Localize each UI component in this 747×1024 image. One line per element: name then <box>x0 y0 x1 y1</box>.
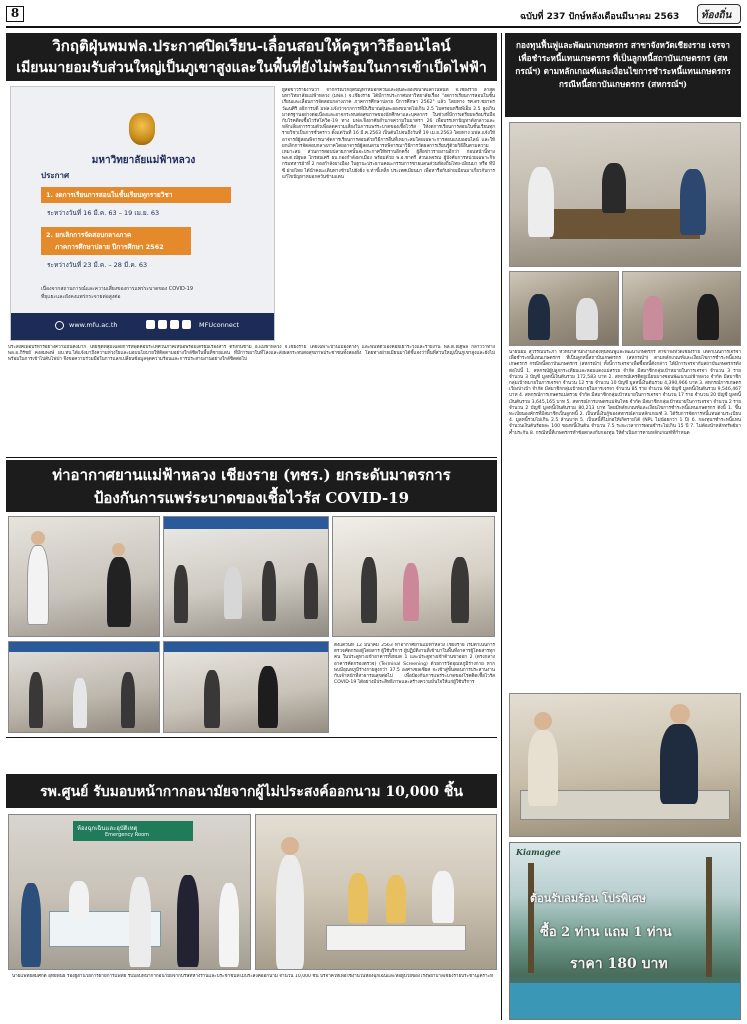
page-number-box <box>6 6 24 22</box>
fund-photo-4 <box>509 693 741 837</box>
mfu-poster <box>10 86 275 341</box>
poster-website: www.mfu.ac.th <box>69 321 118 329</box>
divider-2 <box>6 737 497 738</box>
airport-photo-4 <box>8 641 160 733</box>
article1-column-text: ผู้สื่อข่าวรายงานว่า จากกรณีวิกฤติปัญหาหมอกควันและฝุ่นละอองขนาดเล็กในพื้นที่ จ.เชียงราย ล่าสุดมหาวิทยาลัยแม่ฟ้าหลวง (มฟล.) จ.เชียงราย ได้มีการประกาศมหาวิทยาลัยเรื่อง "งดการเรียนการสอนในชั้นเรียนและเลื่อนการจัดสอบกลางภาค ภาคการศึกษาปลาย ปีการศึกษา 2562" แล้ว โดยทาง รศ.ดร.ชยาพร วัฒนศิริ อธิการบดี มฟล.แจ้งว่าจากการที่มีปริมาณฝุ่นละอองขนาดไม่เกิน 2.5 ไมครอนหรือพีเอ็ม 2.5 สูงเกินมาตรฐานอย่างต่อเนื่องและอาจกระทบต่อสุขภาพของนักศึกษาและบุคลากร ในช่วงที่มีการเตรียมพร้อมรับมือกับโรคติดเชื้อไวรัสโควิด-19 ทาง มฟล.จึงอาศัยอำนาจความในมาตรา 26 เพื่อบรรเทาปัญหาดังกล่าวและหลีกเลี่ยงการรวมตัวเพื่อลดความเสี่ยงในการแพร่ระบาดของเชื้อไวรัส ให้งดการเรียนการสอนในชั้นเรียนทุกรายวิชาเป็นการชั่วคราว ตั้งแต่วันที่ 16 มี.ค.2563 เป็นต้นไปจนถึงวันที่ 19 เม.ย.2563 โดยทาง มฟล.แจ้งให้อาจารย์ผู้สอนพิจารณาจัดการเรียนการสอนด้วยวิธีการอื่นที่เหมาะสมโดยเฉพาะการสอนแบบออนไลน์ และให้ยกเลิกการจัดสอบกลางภาคโดยอาจารย์ผู้สอนสามารถพิจารณาวิธีการวัดผลการเรียนรู้ด้วยวิธีอื่นตามความเหมาะสม ส่วนการสอบปลายภาคนั้นจะประกาศให้ทราบอีกครั้ง ผู้สื่อข่าวรายงานอีกว่า ก่อนหน้านี้ทาง พล.ต.ณัฐพล ไกรสมเศร้ ผบ.กองกำลังผาเมือง พร้อมด้วย พ.อ.ชาตรี ส่วนเพจรณ ผู้บังคับการหน่วยเฉพาะกิจกรมทหารม้าที่ 2 กองกำลังผาเมือง ในฐานะประธานคณะกรรมการชายแดนส่วนท้องถิ่นไทย-เมียนมา หรือ ทีบีซี ฝ่ายไทย ได้นำคณะเดินทางข้ามไปยังฝั่ง จ.ท่าขี้เหล็ก ประเทศเมียนมา เพื่อหารือกับฝ่ายเมียนมาเกี่ยวกับการแก้ไขปัญหาหมอกควันข้ามแดน <box>282 88 495 180</box>
poster-university: มหาวิทยาลัยแม่ฟ้าหลวง <box>91 155 196 166</box>
article3-headline: รพ.ศูนย์ รับมอบหน้ากากอนามัยจากผู้ไม่ประสงค์ออกนาม 10,000 ชิ้น <box>40 784 463 800</box>
issue-label: ฉบับที่ 237 ปักษ์หลังเดือนมีนาคม 2563 <box>520 12 680 22</box>
masthead-rule <box>6 26 741 28</box>
poster-footnote-a: เนื่องจากสถานการณ์และความเสี่ยงของการแพร่ระบาดของ COVID-19 <box>41 286 194 292</box>
page-number: 8 <box>10 6 20 20</box>
youtube-icon <box>158 320 167 329</box>
advert-line1: ต้อนรับลมร้อน โปรพิเศษ <box>530 892 647 905</box>
fund-photo-1 <box>509 122 741 267</box>
article2-headline-line1: ท่าอากาศยานแม่ฟ้าหลวง เชียงราย (ทชร.) ยกระดับมาตรการ <box>52 466 451 484</box>
poster-social: MFUconnect <box>199 321 240 329</box>
article1-headline-line2: เมียนมายอมรับส่วนใหญ่เป็นภูเขาสูงและในพื้นที่ยังไม่พร้อมในการเข้าเป็ดไฟฟ้า <box>16 60 487 76</box>
airport-photo-2 <box>163 516 329 637</box>
advert-line3: ราคา 180 บาท <box>570 956 668 972</box>
social-icons <box>146 320 194 330</box>
poster-item2-title-b: ภาคการศึกษาปลาย ปีการศึกษา 2562 <box>55 243 164 251</box>
mask-donation-photo-1 <box>8 814 251 970</box>
poster-item2-title-a: 2. ยกเลิกการจัดสอบกลางภาค <box>46 231 132 239</box>
masthead-logo <box>697 4 741 24</box>
poster-item1-date: ระหว่างวันที่ 16 มี.ค. 63 – 19 เม.ย. 63 <box>47 209 160 217</box>
palm-tree-right <box>706 857 712 977</box>
er-sign-text: ห้องฉุกเฉินและอุบัติเหตุ <box>77 825 138 832</box>
poster-footnote-b: ที่ยุแยะและยังคงแพร่กระจายต่อสูงต่อ <box>41 294 121 300</box>
fund-photo-3 <box>622 271 741 346</box>
article1-headline-line1: วิกฤติฝุ่นพมฟล.ประกาศปิดเรียน-เลื่อนสอบให้ครูหาวิธีออนไลน์ <box>52 37 451 55</box>
article2-headline-line2: ป้องกันการแพร่ระบาดของเชื้อไวรัส COVID-19 <box>93 489 410 507</box>
masthead <box>0 0 747 28</box>
airport-photo-3 <box>332 516 495 637</box>
poster-item1-title: 1. งดการเรียนการสอนในชั้นเรียนทุกรายวิชา <box>46 191 173 199</box>
article1-headline-bar <box>6 33 497 81</box>
palm-tree-left <box>528 863 534 973</box>
article4-text: นายนิยม สุวรรณประภา หัวหน้าสำนักงานกองทุนฟื้นฟูและพัฒนาเกษตรกร สาขาจังหวัดเชียงราย ได้ดำเนินการเจรจาเพื่อชำระหนี้แทนเกษตรกร ที่เป็นลูกหนี้สถาบันเกษตรกร (สหกรณ์ฯ) ตามหลักเกณฑ์และเงื่อนไขการชำระหนี้แทนเกษตรกร กรณีหนี้สถาบันเกษตรกร (สหกรณ์ฯ) ทั้งนี้การเจรจาเพื่อซื้อหนี้ดังกล่าว ได้มีการเจรจากับสถาบันเกษตรกรดังต่อไปนี้ 1. สหกรณ์ผู้ปลูกกระเทียมและหอมแดงแม่สรวย จำกัด มีสมาชิกกลุ่มเป้าหมายในการเจรจา จำนวน 3 ราย จำนวน 3 บัญชี มูลหนี้เงินต้นรวม 172,583 บาท 2. สหกรณ์เครดิตยูเนี่ยนบางซอนพัฒนาแม่ฟ้าหลวง จำกัด มีสมาชิกกลุ่มเป้าหมายในการเจรจา จำนวน 12 ราย จำนวน 10 บัญชี มูลหนี้เงินต้นรวม 4,390,966 บาท 3. สหกรณ์การเกษตรเวียงป่าเป้า จำกัด มีสมาชิกกลุ่มเป้าหมายในการเจรจา จำนวน 85 ราย จำนวน 98 บัญชี มูลหนี้เงินต้นรวม 9,546,467 บาท 4. สหกรณ์การเกษตรแม่สรวย จำกัด มีสมาชิกกลุ่มเป้าหมายในการเจรจา จำนวน 17 ราย จำนวน 20 บัญชี มูลหนี้เงินต้นรวม 3,645,165 บาท 5. สหกรณ์การเกษตรแม่จันไทย จำกัด มีสมาชิกกลุ่มเป้าหมายในการเจรจา จำนวน 2 ราย จำนวน 2 บัญชี มูลหนี้เงินต้นรวม 80,213 บาท โดยมีหลักเกณฑ์และเงื่อนไขการชำระหนี้แทนเกษตรกร ดังนี้ 1. ขึ้นทะเบียนองค์กรที่มีสมาชิกเป็นลูกหนี้ 2. เป็นหนี้เงินกู้ของสหกรณ์ตามหลักเกณฑ์ 3. ได้รับการจัดการหนี้แทนตามระเบียบ 4. มูลหนี้รวมไม่เกิน 2.5 ล้านบาท 5. เป็นหนี้ที่ไม่ก่อให้เกิดรายได้ (NPL ไม่น้อยกว่า 1 ปี) 6. กองทุนฯชำระหนี้แทน จำนวนเงินต้นร้อยละ 100 ของหนี้เงินต้น จำนวน 7.5 ระยะเวลาการผ่อนชำระไม่เกิน 15 ปี 7. ไม่ต้องนำหลักทรัพย์มาค้ำประกัน 8. กรณีหนี้ที่เกษตรกรทำข้อตกลงกับกองทุน ให้ดำเนินการตามหลักเกณฑ์ที่กำหนด <box>509 350 741 436</box>
er-sign-en: Emergency Room <box>105 832 150 838</box>
poster-announce: ประกาศ <box>41 170 70 180</box>
fund-photo-2 <box>509 271 619 346</box>
airport-photo-1 <box>8 516 160 637</box>
article2-text: ตั้งแต่วันที่ 12 มีนาคม 2563 ท่าอากาศยานแม่ฟ้าหลวง เชียงราย เริ่มดำเนินการตรวจคัดกรองผู้โดยสาร ผู้ใช้บริการ ผู้ปฏิบัติงานที่เข้ามาในพื้นที่อาคารผู้โดยสารทุกคน ในประตูทางเข้าอาคารทั้งหมด 1 และประตูทางเข้าด้านขาออก 2 (ตรงกลางอาคารคัดกรองตรวจ) (Terminal Screening) ด้วยการวัดอุณหภูมิร่างกาย หากพบมีอุณหภูมิร่างกายสูงกว่า 37.5 องศาเซลเซียส จะเข้าสู่ขั้นตอนการประสานงานกับเจ้าหน้าที่สาธารณสุขต่อไป เพื่อป้องกันการแพร่ระบาดของโรคติดเชื้อไวรัส COVID-19 ได้อย่างมีประสิทธิภาพและสร้างความมั่นใจให้แก่ผู้ใช้บริการ <box>334 643 495 686</box>
article1-full-text: ประสงค์เพื่อบริหารอย่างความมั่นคงมาก โดยชุดที่สุ่มเฉลยการที่พุดคือประเทศในภาคเหนือพร้อมเตรียมเรื่องสาร ตรงกันข้าม อ.แม่ฟ้าหลวง จ.เชียงราย โดยเฉพาะบ้านเมืองต่างๆ และพื้นที่ตัวเองคอยเฝ้าระวังและรายงาน พล.ต.ณัฐพล กล่าวว่าทาง พล.อ.ภิรัชย์ คงสมพงษ์ ผบ.ทบ.ได้แจ้งมาถึงความห่วงใยและมอบนโยบายให้ติดตามอย่างใกล้ชิดในพื้นที่ชายแดน ที่มีการเผาในที่โล่งและส่งผลกระทบต่อสุขภาพประชาชนทั้งสองฝั่ง โดยทางฝ่ายเมียนมาได้ชี้แจงว่าพื้นที่ส่วนใหญ่เป็นภูเขาสูงและยังไม่พร้อมในการเข้าไปดับไฟป่า จึงขอความร่วมมือในการแลกเปลี่ยนข้อมูลจุดความร้อนและการประสานงานอย่างใกล้ชิดต่อไป <box>8 345 495 363</box>
resort-advert <box>509 842 741 1020</box>
article4-headline: กองทุนฟื้นฟูและพัฒนาเกษตรกร สาขาจังหวัดเชียงราย เจรจาเพื่อชำระหนี้แทนเกษตรกร ที่เป็นลูกหนี้สถาบันเกษตรกร (สหกรณ์ฯ) ตามหลักเกณฑ์และเงื่อนไขการชำระหนี้แทนเกษตรกร กรณีหนี้สถาบันเกษตรกร (สหกรณ์ฯ) <box>515 40 731 89</box>
university-seal-icon <box>129 113 155 145</box>
instagram-icon <box>170 320 179 329</box>
airport-photo-5 <box>163 641 329 733</box>
line-icon <box>182 320 191 329</box>
column-divider <box>501 33 502 1020</box>
article2-headline-bar <box>6 460 497 512</box>
divider-1 <box>6 457 497 458</box>
mask-donation-photo-2 <box>255 814 497 970</box>
logo-text: ท้องถิ่น <box>701 10 732 21</box>
article3-caption: นายแพทย์สมศักดิ์ อุทัยพันธ์ รองผู้อำนวยการฝ่ายการแพทย์ รับมอบหน้ากากอนามัยจากบริษัทห้างร้านและประชาชนที่ไม่ประสงค์ออกนาม จำนวน 10,000 ชิ้น บริจาคให้เพื่อใช้งานในห้องฉุกเฉินและหอผู้ป่วยของโรงพยาบาลเชียงรายประชานุเคราะห์ <box>12 974 494 979</box>
globe-icon <box>55 321 64 330</box>
pool <box>510 983 741 1020</box>
advert-brand: Kiamagee <box>516 847 561 857</box>
facebook-icon <box>146 320 155 329</box>
advert-line2: ซื้อ 2 ท่าน แถม 1 ท่าน <box>540 925 672 940</box>
poster-item2-date: ระหว่างวันที่ 23 มี.ค. – 28 มี.ค. 63 <box>47 261 148 269</box>
